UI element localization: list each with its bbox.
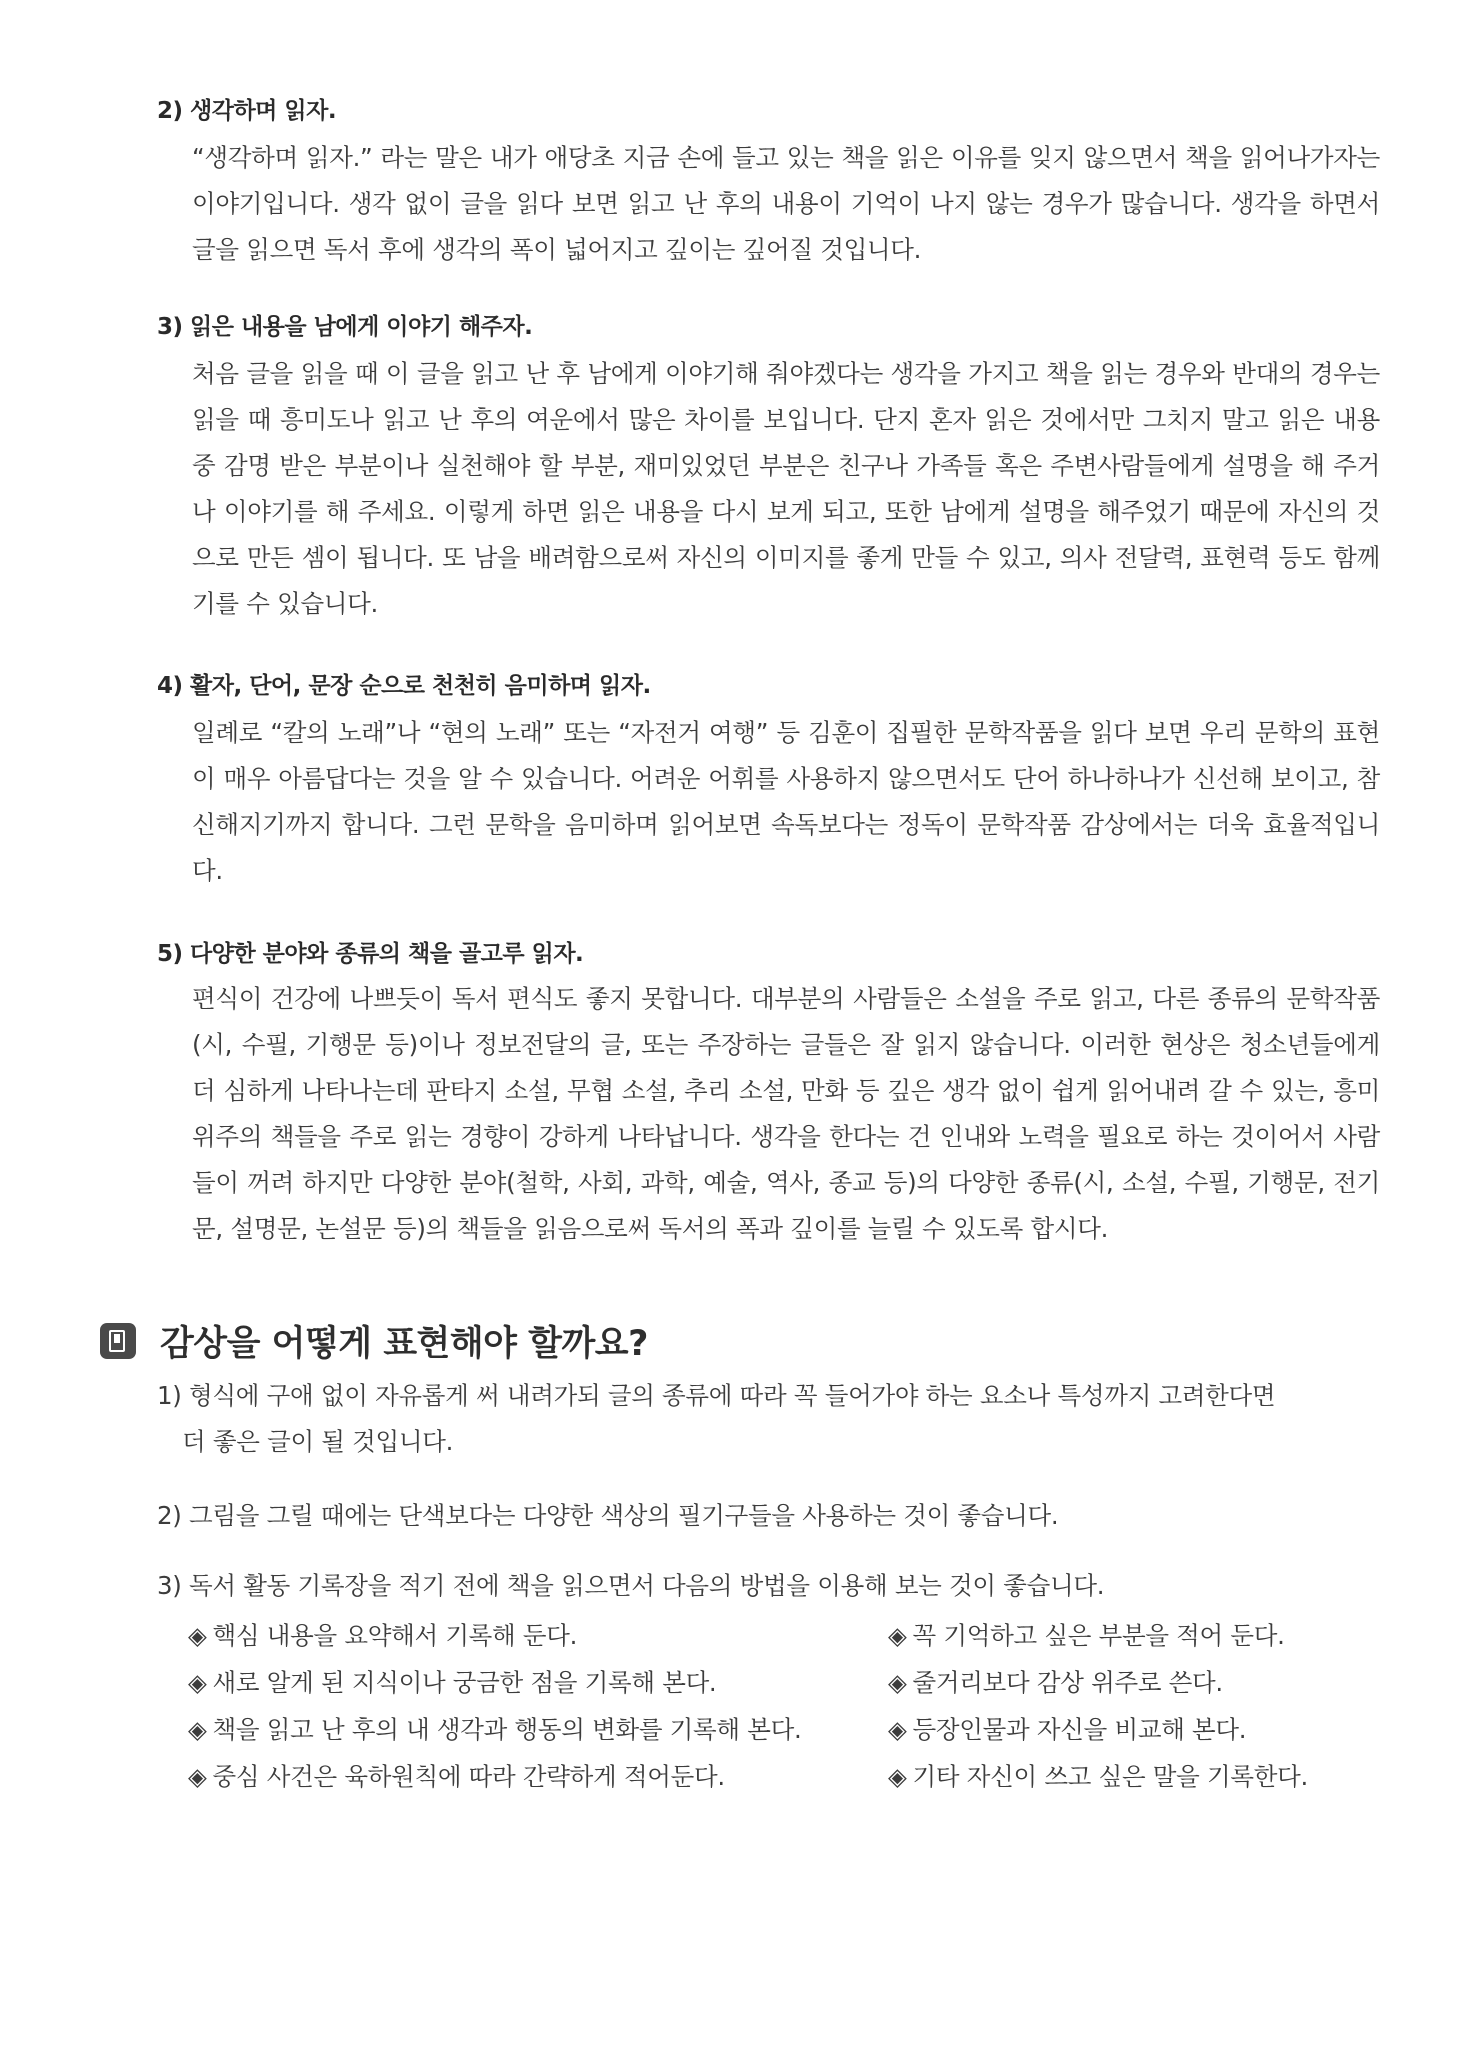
section-paragraph-5: 편식이 건강에 나쁘듯이 독서 편식도 좋지 못합니다. 대부분의 사람들은 소설을 주로 읽고, 다른 종류의 문학작품(시, 수필, 기행문 등)이나 정보전달의 글, 또는 주장하는 글들은 잘 읽지 않습니다. 이러한 현상은 청소년들에게 더 심하게 나타나는데 판타지 소설, 무협 소설, 추리 소설, 만화 등 깊은 생각 없이 쉽게 읽어내려 갈 수 있는, 흥미 위주의 책들을 주로 읽는 경향이 강하게 나타납니다. 생각을 한다는 건 인내와 노력을 필요로 하는 것이어서 사람들이 꺼려 하지만 다양한 분야(철학, 사회, 과학, 예술, 역사, 종교 등)의 다양한 종류(시, 소설, 수필, 기행문, 전기문, 설명문, 논설문 등)의 책들을 읽음으로써 독서의 폭과 깊이를 늘릴 수 있도록 합시다. [192,984,1380,1243]
diamond-bullet-icon: ◈ [888,1621,907,1650]
expression-item-3: 3) 독서 활동 기록장을 적기 전에 책을 읽으면서 다음의 방법을 이용해 보는 것이 좋습니다. [157,1571,1105,1600]
book-icon [100,1323,136,1359]
section-paragraph-2: “생각하며 읽자.” 라는 말은 내가 애당초 지금 손에 들고 있는 책을 읽은 이유를 잊지 않으면서 책을 읽어나가자는 이야기입니다. 생각 없이 글을 읽다 보면 읽고 난 후의 내용이 기억이 나지 않는 경우가 많습니다. 생각을 하면서 글을 읽으면 독서 후에 생각의 폭이 넓어지고 깊이는 깊어질 것입니다. [192,143,1380,264]
section-paragraph-3: 처음 글을 읽을 때 이 글을 읽고 난 후 남에게 이야기해 줘야겠다는 생각을 가지고 책을 읽는 경우와 반대의 경우는 읽을 때 흥미도나 읽고 난 후의 여운에서 많은 차이를 보입니다. 단지 혼자 읽은 것에서만 그치지 말고 읽은 내용 중 감명 받은 부분이나 실천해야 할 부분, 재미있었던 부분은 친구나 가족들 혹은 주변사람들에게 설명을 해 주거나 이야기를 해 주세요. 이렇게 하면 읽은 내용을 다시 보게 되고, 또한 남에게 설명을 해주었기 때문에 자신의 것으로 만든 셈이 됩니다. 또 남을 배려함으로써 자신의 이미지를 좋게 만들 수 있고, 의사 전달력, 표현력 등도 함께 기를 수 있습니다. [192,359,1380,618]
diamond-bullet-icon: ◈ [888,1762,907,1791]
tip-right-3: ◈ 등장인물과 자신을 비교해 본다. [888,1715,1247,1744]
section-heading-2: 2) 생각하며 읽자. [157,98,337,124]
tip-right-4: ◈ 기타 자신이 쓰고 싶은 말을 기록한다. [888,1762,1308,1791]
diamond-bullet-icon: ◈ [888,1668,907,1697]
diamond-bullet-icon: ◈ [188,1762,207,1791]
diamond-bullet-icon: ◈ [188,1668,207,1697]
expression-item-2: 2) 그림을 그릴 때에는 단색보다는 다양한 색상의 필기구들을 사용하는 것이 좋습니다. [157,1501,1059,1530]
tip-right-2: ◈ 줄거리보다 감상 위주로 쓴다. [888,1668,1223,1697]
tip-left-3: ◈ 책을 읽고 난 후의 내 생각과 행동의 변화를 기록해 본다. [188,1715,802,1744]
expression-item-1-line1: 1) 형식에 구애 없이 자유롭게 써 내려가되 글의 종류에 따라 꼭 들어가야 하는 요소나 특성까지 고려한다면 [157,1381,1276,1410]
expression-item-1 [157,1373,1387,1465]
section-heading-3: 3) 읽은 내용을 남에게 이야기 해주자. [157,314,533,340]
diamond-bullet-icon: ◈ [188,1621,207,1650]
tip-left-1: ◈ 핵심 내용을 요약해서 기록해 둔다. [188,1621,578,1650]
tip-left-2: ◈ 새로 알게 된 지식이나 궁금한 점을 기록해 본다. [188,1668,717,1697]
expression-title-text: 감상을 어떻게 표현해야 할까요? [160,1324,648,1364]
tip-right-1: ◈ 꼭 기억하고 싶은 부분을 적어 둔다. [888,1621,1285,1650]
section-heading-4: 4) 활자, 단어, 문장 순으로 천천히 음미하며 읽자. [157,673,651,699]
section-paragraph-4: 일례로 “칼의 노래”나 “현의 노래” 또는 “자전거 여행” 등 김훈이 집필한 문학작품을 읽다 보면 우리 문학의 표현이 매우 아름답다는 것을 알 수 있습니다. 어려운 어휘를 사용하지 않으면서도 단어 하나하나가 신선해 보이고, 참신해지기까지 합니다. 그런 문학을 음미하며 읽어보면 속독보다는 정독이 문학작품 감상에서는 더욱 효율적입니다. [192,718,1380,885]
tips-list [188,1613,1408,1803]
expression-item-1-line2: 더 좋은 글이 될 것입니다. [182,1427,454,1456]
tip-left-4: ◈ 중심 사건은 육하원칙에 따라 간략하게 적어둔다. [188,1762,725,1791]
section-heading-5: 5) 다양한 분야와 종류의 책을 골고루 읽자. [157,941,584,967]
diamond-bullet-icon: ◈ [888,1715,907,1744]
expression-title [100,1316,648,1366]
diamond-bullet-icon: ◈ [188,1715,207,1744]
